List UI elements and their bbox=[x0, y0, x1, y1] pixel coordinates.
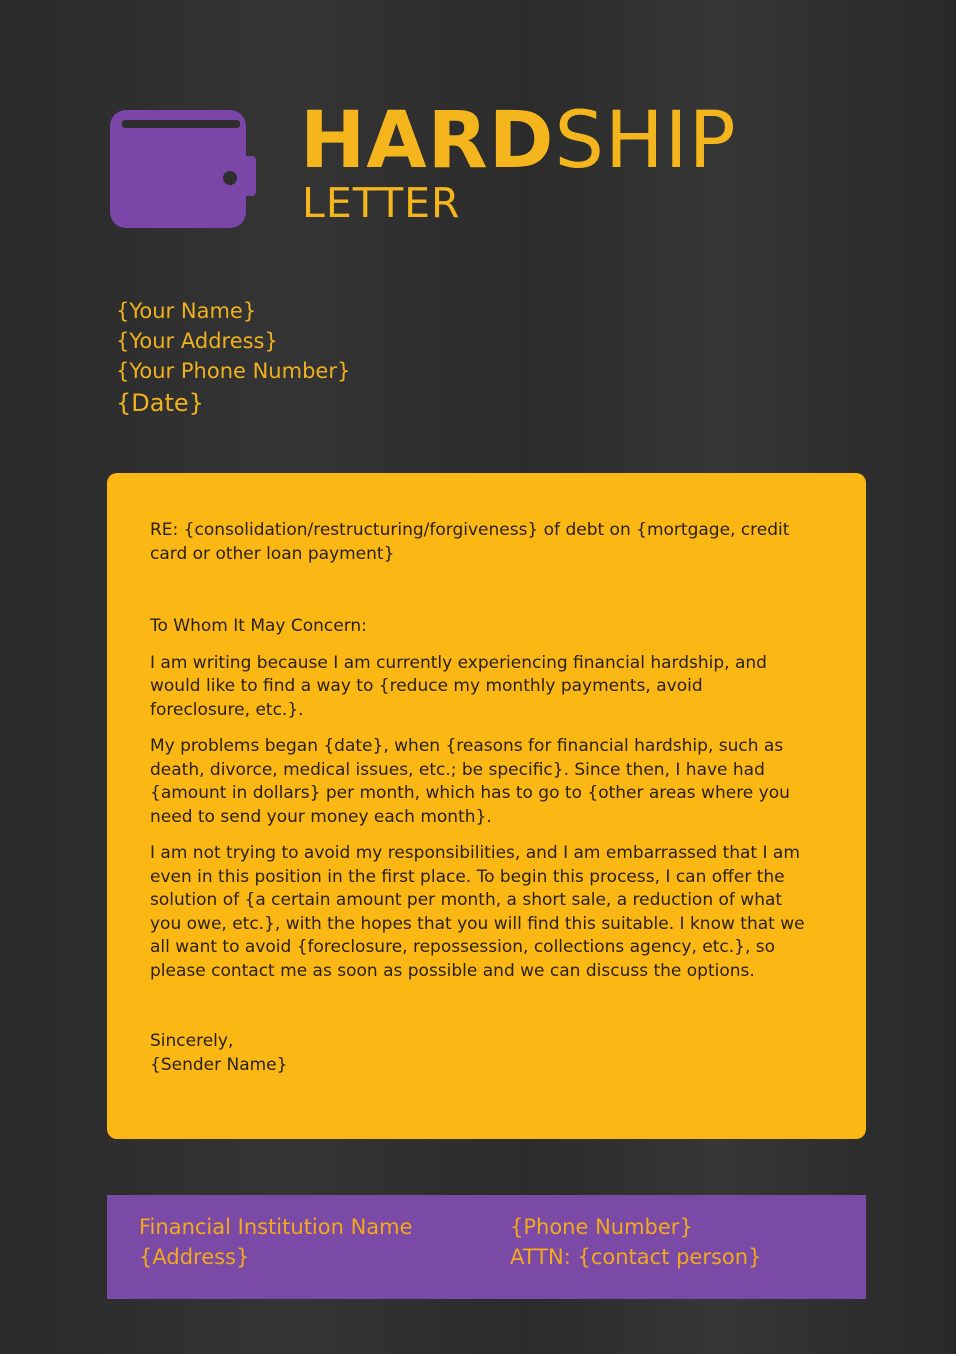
salutation: To Whom It May Concern: bbox=[150, 616, 367, 636]
recipient-left-column bbox=[139, 1212, 413, 1272]
institution-name: Financial Institution Name bbox=[139, 1215, 413, 1239]
closing-block bbox=[150, 1030, 806, 1077]
letter-body bbox=[107, 473, 866, 1139]
institution-address: {Address} bbox=[139, 1245, 250, 1269]
sender-phone: {Your Phone Number} bbox=[116, 359, 351, 383]
document-title bbox=[300, 98, 737, 184]
sender-address: {Your Address} bbox=[116, 329, 278, 353]
recipient-right-column bbox=[510, 1212, 761, 1272]
institution-phone: {Phone Number} bbox=[510, 1215, 693, 1239]
body-paragraph-1: I am writing because I am currently experiencing financial hardship, and would like to find a way to {reduce my monthly payments, avoid foreclosure, etc.}. bbox=[150, 652, 767, 720]
body-paragraph-3: I am not trying to avoid my responsibilities, and I am embarrassed that I am even in this position in the first place. To begin this process, I can offer the solution of {a certain amount per month, a short sale, a reduction of what you owe, etc.}, with the hopes that you will find this suitable. I know that we all want to avoid {foreclosure, repossession, collections agency, etc.}, so please contact me as soon as possible and we can discuss the options. bbox=[150, 843, 805, 981]
title-light: SHIP bbox=[554, 96, 737, 186]
title-bold: HARD bbox=[300, 96, 555, 186]
body-paragraph-2: My problems began {date}, when {reasons for financial hardship, such as death, divorce, medical issues, etc.; be specific}. Since then, I have had {amount in dollars} per month, which has to go to {other areas where you need to send your money each month}. bbox=[150, 736, 790, 827]
document-subtitle: LETTER bbox=[302, 179, 461, 227]
recipient-info bbox=[107, 1195, 866, 1299]
signature: {Sender Name} bbox=[150, 1054, 288, 1075]
sender-info bbox=[116, 296, 350, 419]
sender-name: {Your Name} bbox=[116, 299, 257, 323]
closing: Sincerely, bbox=[150, 1031, 234, 1051]
letter-date: {Date} bbox=[116, 389, 204, 417]
attn-contact: ATTN: {contact person} bbox=[510, 1245, 762, 1269]
wallet-icon bbox=[108, 108, 258, 232]
subject-line: RE: {consolidation/restructuring/forgiveness} of debt on {mortgage, credit card or other loan payment} bbox=[150, 520, 790, 564]
